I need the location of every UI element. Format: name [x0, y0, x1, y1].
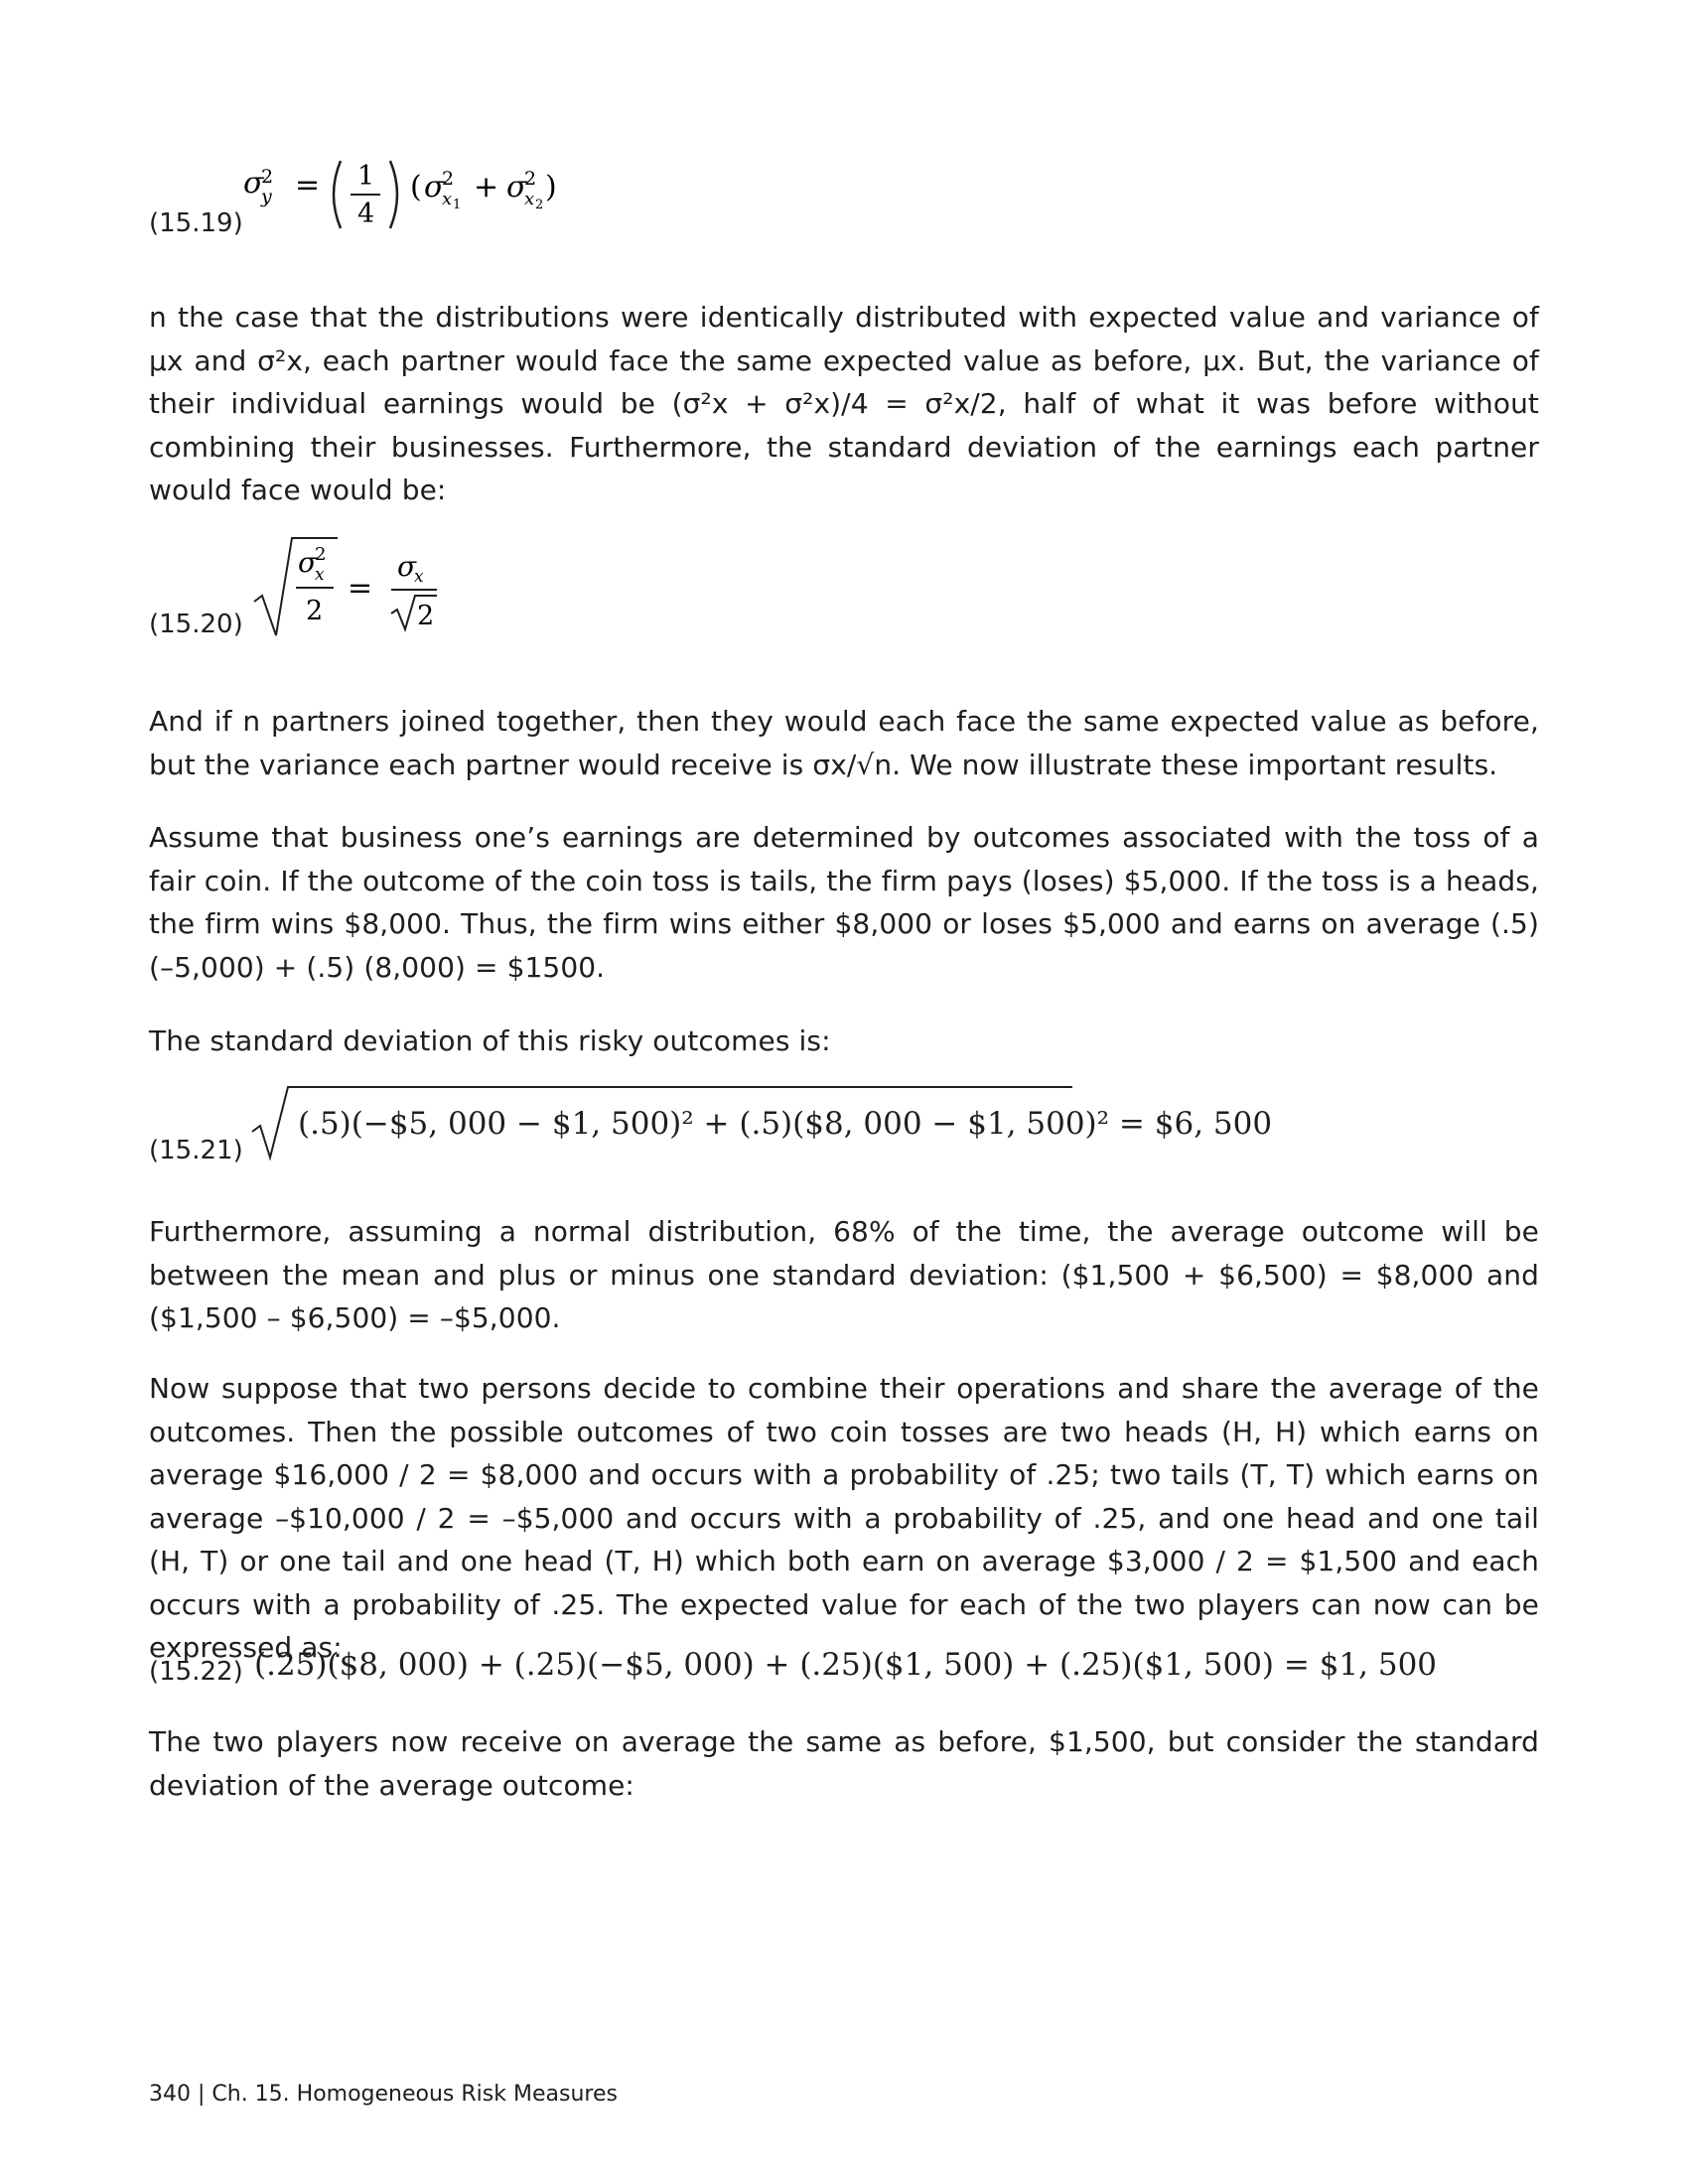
paragraph-6-container [149, 1367, 1539, 1670]
paragraph-3 [149, 816, 1539, 989]
sqrt-sign [248, 1082, 298, 1161]
svg-text:2: 2 [261, 166, 274, 188]
paragraph-1 [149, 296, 1539, 512]
svg-text:=: = [348, 571, 373, 606]
paragraph-2-text: And if n partners joined together, then they would each face the same expected value as before, but the variance each partner would receive is σx/√n. We now illustrate these important results. [149, 705, 1539, 781]
svg-text:x: x [524, 189, 535, 209]
svg-text:2: 2 [315, 544, 327, 565]
paragraph-3-text: Assume that business one’s earnings are determined by outcomes associated with the toss of a fair coin. If the outcome of the coin toss is tails, the firm pays (loses) $5,000. If the toss is a heads, the firm wins $8,000. Thus, the firm wins either $8,000 or loses $5,000 and earns on average (.5) (–5,000) + (.5) (8,000) = $1500. [149, 821, 1539, 984]
equation-15-20 [149, 536, 844, 645]
svg-text:): ) [545, 170, 557, 205]
equation-15-21 [149, 1082, 1539, 1171]
svg-text:x: x [315, 565, 325, 585]
paragraph-6-text: Now suppose that two persons decide to combine their operations and share the average of the outcomes. Then the possible outcomes of two coin tosses are two heads (H, H) which earns on average $16,000 / 2 = $8,000 and occurs with a probability of .25; two tails (T, T) which earns on average –$10,000 / 2 = –$5,000 and occurs with a probability of .25, and one head and one tail (H, T) or one tail and one head (T, H) which both earn on average $3,000 / 2 = $1,500 and each occurs with a probability of .25. The expected value for each of the two players can now can be expressed as: [149, 1372, 1539, 1664]
svg-text:2: 2 [535, 198, 544, 212]
svg-text:(: ( [410, 170, 422, 205]
svg-text:2: 2 [417, 601, 435, 631]
paragraph-7 [149, 1720, 1539, 1807]
paragraph-5-container [149, 1210, 1539, 1340]
paragraph-2-container [149, 700, 1539, 786]
equation-number: (15.21) [149, 1136, 243, 1165]
svg-text:2: 2 [524, 168, 537, 190]
equation-15-19 [149, 149, 844, 248]
svg-text:y: y [261, 186, 272, 207]
svg-text:=: = [295, 168, 321, 203]
page-footer: 340 | Ch. 15. Homogeneous Risk Measures [149, 2082, 618, 2107]
svg-text:1: 1 [453, 198, 462, 212]
svg-text:σ: σ [243, 166, 264, 201]
equation-15-19-math [243, 143, 700, 252]
equation-15-21-expression: (.5)(−$5, 000 − $1, 500)² + (.5)($8, 000 − $1, 500)² = $6, 500 [298, 1106, 1273, 1142]
sqrt-overline [296, 1086, 1072, 1088]
svg-text:+: + [474, 170, 499, 205]
paragraph-5 [149, 1210, 1539, 1340]
paragraph-5-text: Furthermore, assuming a normal distribution, 68% of the time, the average outcome will be between the mean and plus or minus one standard deviation: ($1,500 + $6,500) = $8,000 and ($1,500 – $6,500) = –$5,000. [149, 1215, 1539, 1334]
equation-15-22-expression: (.25)($8, 000) + (.25)(−$5, 000) + (.25)($1, 500) + (.25)($1, 500) = $1, 500 [254, 1647, 1438, 1683]
paragraph-1-container [149, 296, 1539, 512]
paragraph-7-text: The two players now receive on average the same as before, $1,500, but consider the standard deviation of the average outcome: [149, 1725, 1539, 1802]
svg-text:x: x [442, 189, 453, 209]
equation-number: (15.22) [149, 1657, 243, 1687]
svg-text:σ: σ [298, 546, 318, 579]
equation-number: (15.20) [149, 610, 243, 639]
svg-text:2: 2 [442, 168, 455, 190]
svg-text:1: 1 [357, 161, 375, 192]
paragraph-6 [149, 1367, 1539, 1670]
equation-number: (15.19) [149, 208, 243, 238]
svg-text:σ: σ [506, 170, 527, 205]
svg-text:4: 4 [357, 199, 375, 229]
paragraph-2 [149, 700, 1539, 786]
equation-15-20-math [248, 532, 546, 651]
paragraph-4-container [149, 1020, 1539, 1063]
svg-text:2: 2 [306, 596, 324, 626]
paragraph-4 [149, 1020, 1539, 1063]
paragraph-1-text: n the case that the distributions were identically distributed with expected value and variance of μx and σ²x, each partner would face the same expected value as before, μx. But, the variance of their individual earnings would be (σ²x + σ²x)/4 = σ²x/2, half of what it was before without combining their businesses. Furthermore, the standard deviation of the earnings each partner would face would be: [149, 301, 1539, 506]
svg-text:σ: σ [397, 550, 417, 583]
equation-15-22 [149, 1641, 1539, 1701]
paragraph-3-container [149, 816, 1539, 989]
svg-text:σ: σ [424, 170, 445, 205]
paragraph-4-text: The standard deviation of this risky outcomes is: [149, 1024, 831, 1057]
paragraph-7-container [149, 1720, 1539, 1807]
svg-text:x: x [414, 567, 424, 587]
